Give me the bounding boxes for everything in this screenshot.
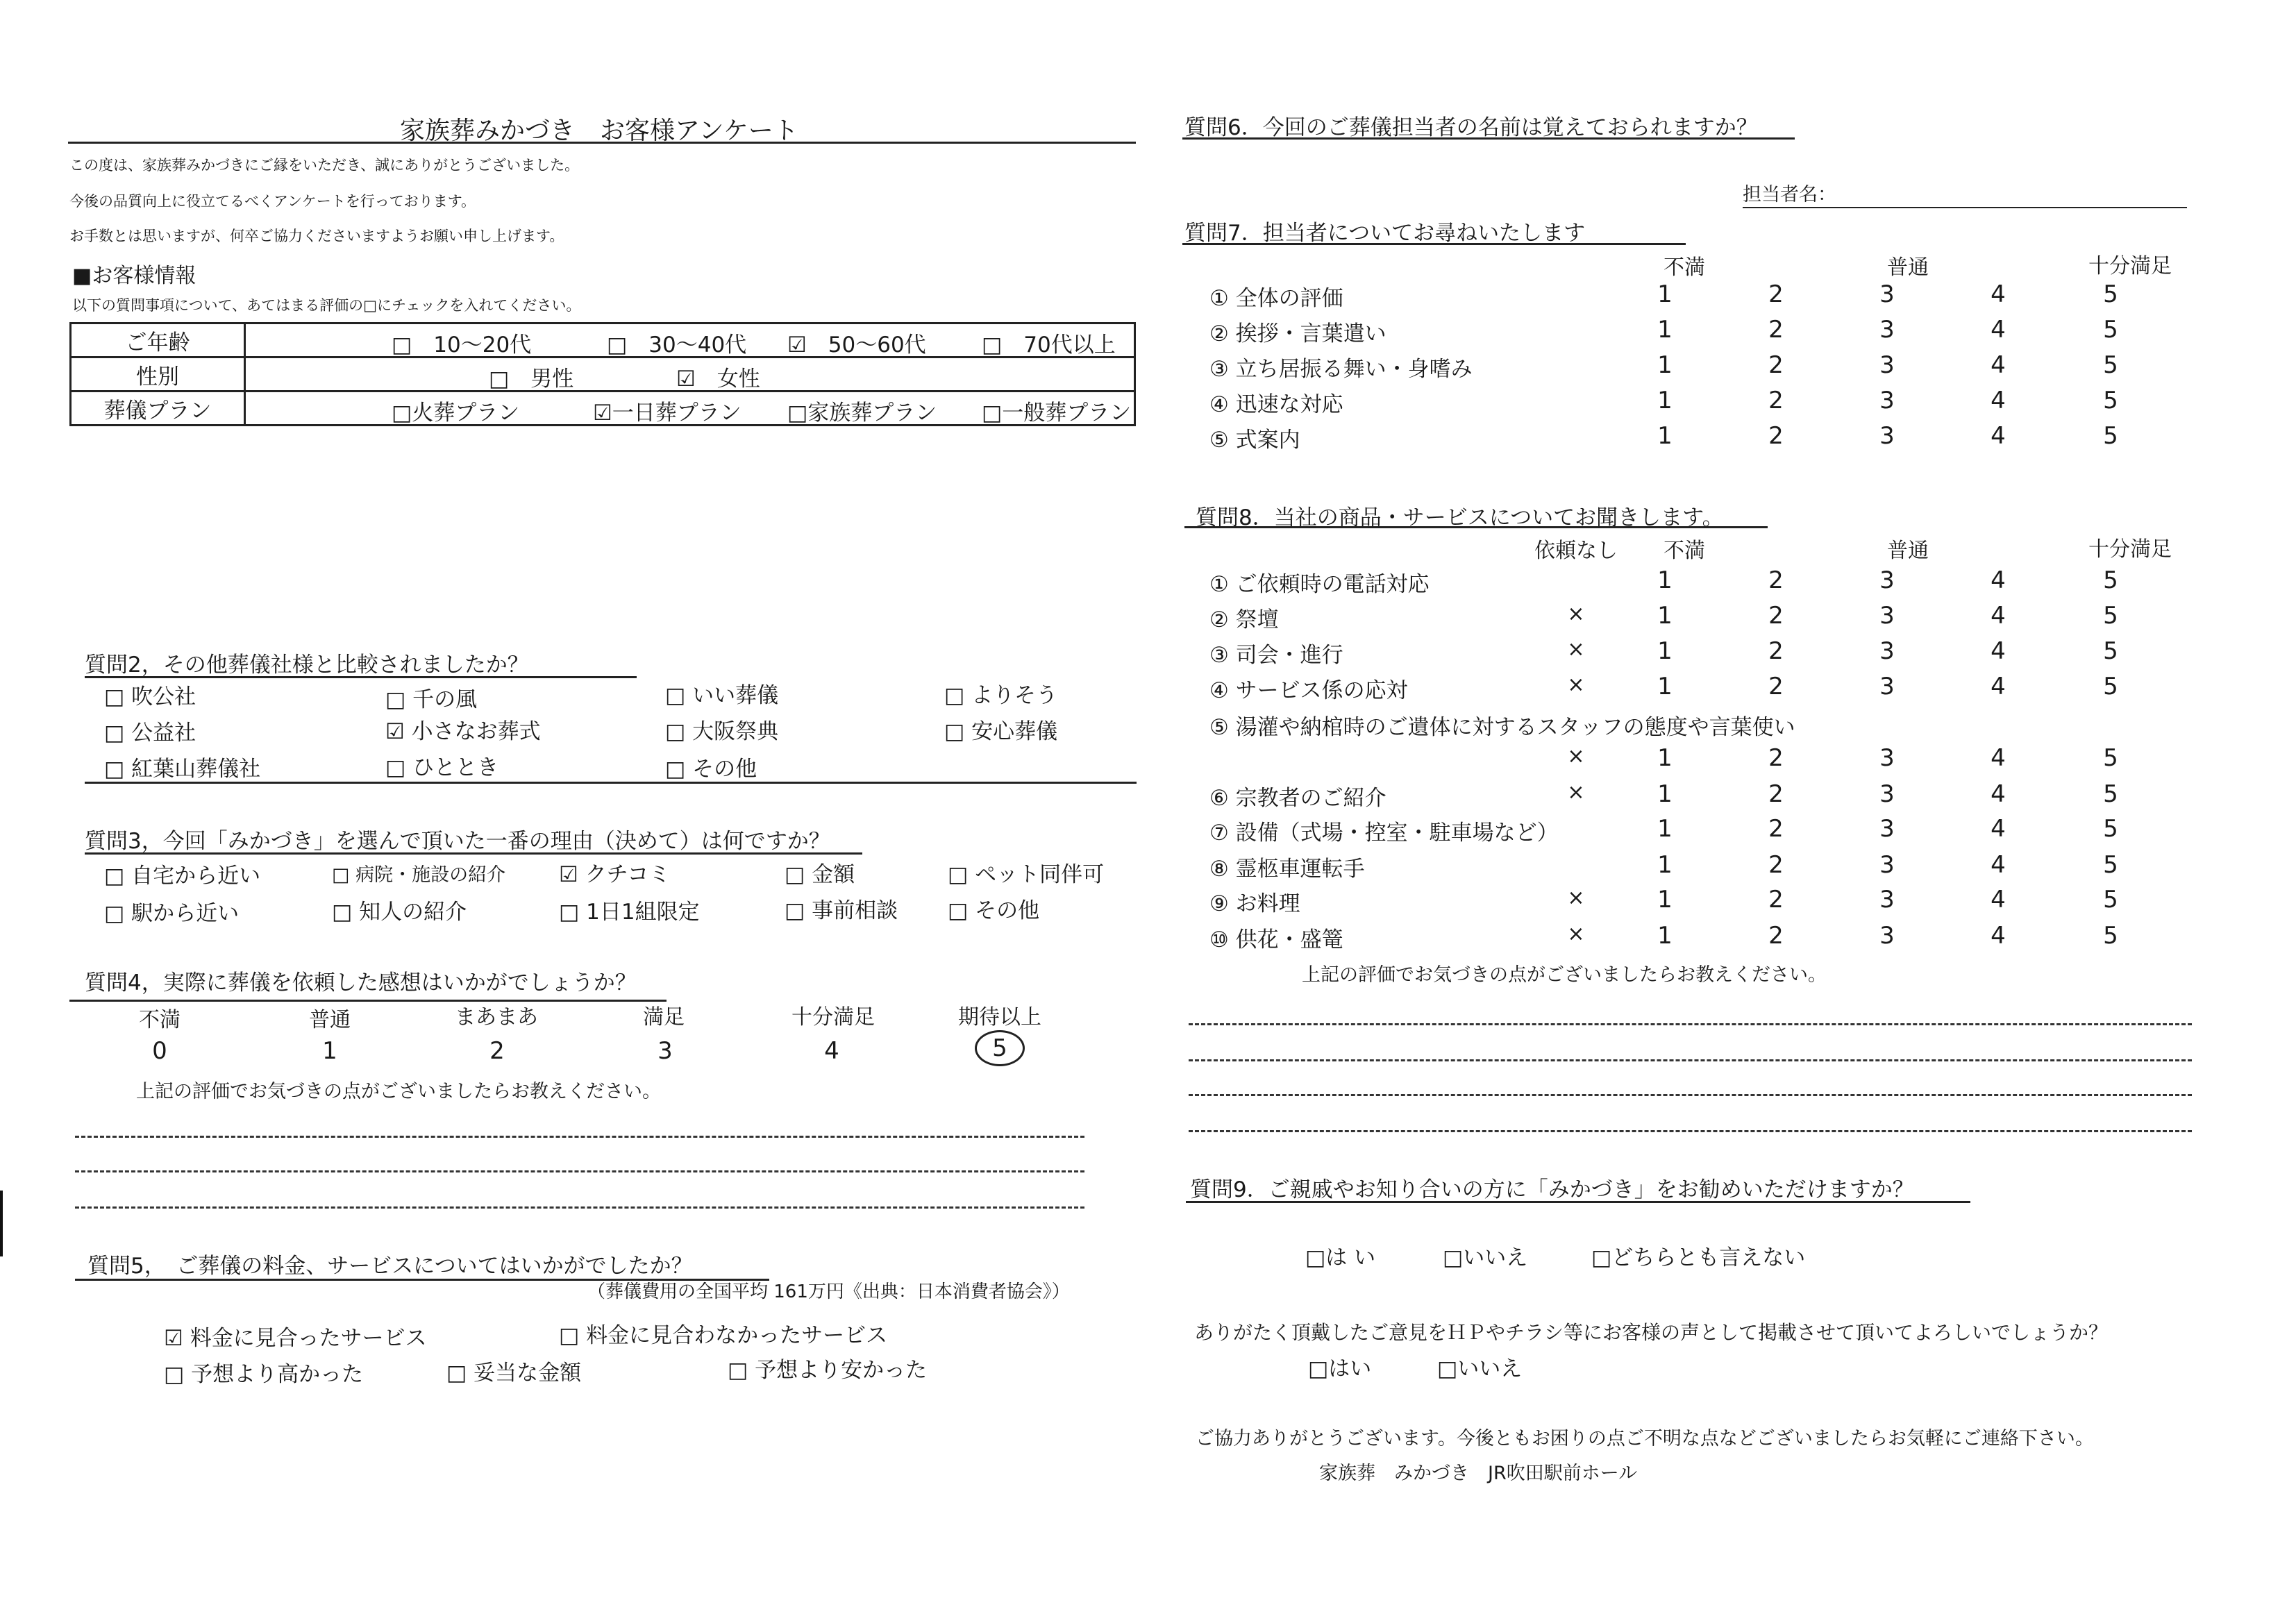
q5-option-1[interactable]: ☑ 料金に見合ったサービス [164, 1326, 427, 1351]
q4-value-0[interactable]: 0 [152, 1037, 167, 1065]
q5-option-4[interactable]: □ 妥当な金額 [446, 1361, 582, 1386]
q8-header-satisfied: 十分満足 [2088, 537, 2172, 562]
q7-underline [1182, 243, 1686, 245]
q2-underline [85, 676, 637, 678]
plan-label: 葬儀プラン [71, 392, 245, 426]
q8-score-2[interactable]: 2 [1768, 886, 1784, 914]
q7-score-5[interactable]: 5 [2103, 280, 2118, 308]
q8-score-1[interactable]: 1 [1657, 602, 1673, 630]
q8-comment-prompt: 上記の評価でお気づきの点がございましたらお教えください。 [1302, 964, 1827, 986]
q8-item-label: ① ご依頼時の電話対応 [1209, 572, 1430, 597]
title-underline [68, 142, 1136, 144]
q8-score-4[interactable]: 4 [1991, 566, 2006, 594]
q8-header-normal: 普通 [1887, 539, 1929, 563]
gender-label: 性別 [71, 358, 245, 392]
q2-option-10[interactable]: □ ひととき [385, 755, 499, 780]
q2-option-6[interactable]: ☑ 小さなお葬式 [385, 719, 541, 744]
q3-option-10[interactable]: □ その他 [948, 898, 1040, 923]
age-option-30-40[interactable]: □ 30～40代 [607, 333, 747, 358]
q2-bottom-rule [85, 782, 1137, 784]
q2-option-7[interactable]: □ 大阪祭典 [665, 719, 779, 744]
q8-score-5[interactable]: 5 [2103, 673, 2118, 700]
customer-info-heading: ■お客様情報 [72, 264, 196, 288]
q9-title: 質問9．ご親戚やお知り合いの方に「みかづき」をお勧めいただけますか？ [1190, 1177, 1914, 1202]
publish-question: ありがたく頂戴したご意見をＨＰやチラシ等にお客様の声として掲載させて頂いてよろしいでしょうか？ [1194, 1321, 2109, 1344]
q8-score-2[interactable]: 2 [1768, 780, 1784, 808]
q7-score-4[interactable]: 4 [1991, 387, 2006, 414]
q4-label-4: 十分満足 [791, 1005, 875, 1029]
q8-underline [1184, 526, 1768, 528]
q7-item-label: ② 挨拶・言葉遣い [1209, 321, 1386, 346]
q8-score-5[interactable]: 5 [2103, 744, 2118, 772]
q2-title: 質問2，その他葬儀社様と比較されましたか？ [85, 653, 529, 678]
q8-score-5[interactable]: 5 [2103, 815, 2118, 843]
q8-comment-line-4[interactable] [1189, 1130, 2192, 1132]
gender-option-male[interactable]: □ 男性 [489, 367, 574, 392]
q4-value-2[interactable]: 2 [489, 1037, 505, 1065]
margin-mark [0, 1191, 3, 1256]
plan-option-family[interactable]: □家族葬プラン [787, 401, 937, 426]
q8-score-1[interactable]: 1 [1657, 886, 1673, 914]
q7-item-label: ③ 立ち居振る舞い・身嗜み [1209, 357, 1473, 382]
q4-value-1[interactable]: 1 [322, 1037, 337, 1065]
q8-score-3[interactable]: 3 [1879, 744, 1895, 772]
q8-score-1[interactable]: 1 [1657, 673, 1673, 700]
q9-option-yes[interactable]: □は い [1305, 1245, 1376, 1270]
q9-option-neither[interactable]: □どちらとも言えない [1591, 1245, 1806, 1270]
q7-score-4[interactable]: 4 [1991, 422, 2006, 450]
q7-score-1[interactable]: 1 [1657, 316, 1673, 344]
q6-underline [1182, 137, 1795, 140]
q8-score-5[interactable]: 5 [2103, 566, 2118, 594]
q4-comment-line-2[interactable] [75, 1170, 1084, 1172]
q4-underline [69, 1000, 667, 1002]
q3-option-1[interactable]: □ 自宅から近い [104, 864, 261, 889]
q7-score-2[interactable]: 2 [1768, 387, 1784, 414]
q3-option-9[interactable]: □ 事前相談 [785, 898, 898, 923]
age-option-50-60[interactable]: ☑ 50～60代 [787, 333, 926, 358]
intro-line-1: この度は、家族葬みかづきにご縁をいただき、誠にありがとうございました。 [69, 157, 580, 174]
q4-value-3[interactable]: 3 [657, 1037, 673, 1065]
q8-score-3[interactable]: 3 [1879, 886, 1895, 914]
age-label: ご年齢 [71, 323, 245, 358]
q8-title: 質問8．当社の商品・サービスについてお聞きします。 [1196, 505, 1724, 530]
q6-name-field[interactable] [1743, 207, 2187, 208]
survey-title: 家族葬みかづき お客様アンケート [400, 117, 798, 145]
footer-signature: 家族葬 みかづき JR吹田駅前ホール [1319, 1463, 1638, 1484]
q7-item-label: ① 全体の評価 [1209, 286, 1343, 311]
q8-score-3[interactable]: 3 [1879, 780, 1895, 808]
q8-item-label: ⑤ 湯灌や納棺時のご遺体に対するスタッフの態度や言葉使い [1209, 715, 1795, 740]
q8-score-2[interactable]: 2 [1768, 602, 1784, 630]
q7-score-5[interactable]: 5 [2103, 316, 2118, 344]
q3-underline [85, 852, 862, 855]
q8-score-3[interactable]: 3 [1879, 922, 1895, 950]
q8-score-5[interactable]: 5 [2103, 851, 2118, 879]
q8-score-4[interactable]: 4 [1991, 673, 2006, 700]
q2-option-4[interactable]: □ よりそう [944, 683, 1058, 708]
q8-none-mark[interactable]: × [1567, 886, 1585, 910]
q4-label-5: 期待以上 [958, 1005, 1041, 1029]
q8-none-mark[interactable]: × [1567, 673, 1585, 697]
q4-selected-circle: 5 [975, 1030, 1025, 1066]
q4-comment-line-3[interactable] [75, 1206, 1084, 1209]
gender-option-female[interactable]: ☑ 女性 [676, 367, 760, 392]
q8-score-4[interactable]: 4 [1991, 744, 2006, 772]
q7-score-1[interactable]: 1 [1657, 387, 1673, 414]
q2-option-8[interactable]: □ 安心葬儀 [944, 719, 1058, 744]
q8-score-5[interactable]: 5 [2103, 886, 2118, 914]
q2-option-2[interactable]: □ 千の風 [385, 687, 478, 712]
q8-item-label: ⑥ 宗教者のご紹介 [1209, 786, 1386, 811]
q3-option-2[interactable]: □ 病院・施設の紹介 [332, 864, 506, 886]
q3-title: 質問3，今回「みかづき」を選んで頂いた一番の理由（決めて）は何ですか？ [85, 829, 830, 854]
q8-score-4[interactable]: 4 [1991, 815, 2006, 843]
gender-row [71, 358, 1135, 392]
q9-underline [1186, 1201, 1970, 1203]
q7-header-dissatisfied: 不満 [1664, 255, 1705, 280]
q7-score-5[interactable]: 5 [2103, 422, 2118, 450]
age-option-10-20[interactable]: □ 10～20代 [392, 333, 532, 358]
q8-score-2[interactable]: 2 [1768, 922, 1784, 950]
q8-score-2[interactable]: 2 [1768, 744, 1784, 772]
q7-title: 質問7．担当者についてお尋ねいたします [1184, 221, 1586, 246]
q6-name-label: 担当者名： [1743, 184, 1836, 205]
age-row [71, 323, 1135, 358]
footer-thanks: ご協力ありがとうございます。今後ともお困りの点ご不明な点などございましたらお気軽にご連絡下さい。 [1196, 1428, 2094, 1449]
q7-header-satisfied: 十分満足 [2088, 254, 2172, 278]
q8-score-3[interactable]: 3 [1879, 851, 1895, 879]
q8-score-3[interactable]: 3 [1879, 566, 1895, 594]
q8-score-5[interactable]: 5 [2103, 780, 2118, 808]
intro-line-2: 今後の品質向上に役立てるべくアンケートを行っております。 [69, 193, 476, 210]
q8-score-3[interactable]: 3 [1879, 637, 1895, 665]
q8-score-1[interactable]: 1 [1657, 851, 1673, 879]
q6-title: 質問6．今回のご葬儀担当者の名前は覚えておられますか？ [1184, 115, 1758, 140]
q8-item-label: ⑩ 供花・盛篭 [1209, 927, 1343, 952]
q4-title: 質問4，実際に葬儀を依頼した感想はいかがでしょうか？ [85, 970, 637, 995]
q8-score-4[interactable]: 4 [1991, 922, 2006, 950]
q8-score-2[interactable]: 2 [1768, 673, 1784, 700]
q7-header-normal: 普通 [1887, 255, 1929, 280]
q7-score-2[interactable]: 2 [1768, 316, 1784, 344]
q3-option-8[interactable]: □ 1日1組限定 [559, 900, 700, 925]
q8-score-2[interactable]: 2 [1768, 851, 1784, 879]
q4-label-1: 普通 [309, 1008, 351, 1032]
q2-option-11[interactable]: □ その他 [665, 757, 757, 782]
q8-item-label: ⑦ 設備（式場・控室・駐車場など） [1209, 821, 1559, 846]
q8-score-1[interactable]: 1 [1657, 922, 1673, 950]
q3-option-7[interactable]: □ 知人の紹介 [332, 900, 467, 925]
q8-none-mark[interactable]: × [1567, 637, 1585, 662]
q8-score-4[interactable]: 4 [1991, 851, 2006, 879]
q8-item-label: ⑧ 霊柩車運転手 [1209, 857, 1365, 882]
q8-score-4[interactable]: 4 [1991, 602, 2006, 630]
q8-score-5[interactable]: 5 [2103, 922, 2118, 950]
q7-score-4[interactable]: 4 [1991, 351, 2006, 379]
q8-none-mark[interactable]: × [1567, 602, 1585, 626]
q8-score-1[interactable]: 1 [1657, 637, 1673, 665]
q7-score-3[interactable]: 3 [1879, 316, 1895, 344]
q8-score-1[interactable]: 1 [1657, 815, 1673, 843]
q2-option-9[interactable]: □ 紅葉山葬儀社 [104, 757, 261, 782]
q3-option-3[interactable]: ☑ クチコミ [559, 862, 671, 887]
q8-header-none: 依頼なし [1534, 539, 1618, 563]
plan-row [71, 392, 1135, 426]
customer-info-table [69, 322, 1136, 426]
publish-option-no[interactable]: □いいえ [1437, 1356, 1523, 1381]
q8-score-5[interactable]: 5 [2103, 637, 2118, 665]
q7-score-1[interactable]: 1 [1657, 422, 1673, 450]
q9-option-no[interactable]: □いいえ [1443, 1245, 1528, 1270]
q8-comment-line-2[interactable] [1189, 1059, 2192, 1061]
q8-score-4[interactable]: 4 [1991, 780, 2006, 808]
q7-score-3[interactable]: 3 [1879, 351, 1895, 379]
q7-score-4[interactable]: 4 [1991, 316, 2006, 344]
q5-option-5[interactable]: □ 予想より安かった [728, 1358, 928, 1383]
q7-score-4[interactable]: 4 [1991, 280, 2006, 308]
age-option-70-plus[interactable]: □ 70代以上 [982, 333, 1116, 358]
q2-option-3[interactable]: □ いい葬儀 [665, 683, 779, 708]
q8-item-label: ③ 司会・進行 [1209, 643, 1343, 668]
q8-score-2[interactable]: 2 [1768, 637, 1784, 665]
q3-option-4[interactable]: □ 金額 [785, 862, 855, 887]
plan-option-one-day[interactable]: ☑一日葬プラン [593, 401, 741, 426]
q7-item-label: ⑤ 式案内 [1209, 428, 1300, 453]
q8-score-1[interactable]: 1 [1657, 780, 1673, 808]
q7-score-2[interactable]: 2 [1768, 422, 1784, 450]
q5-option-3[interactable]: □ 予想より高かった [164, 1362, 364, 1387]
q4-comment-line-1[interactable] [75, 1136, 1084, 1138]
q8-score-5[interactable]: 5 [2103, 602, 2118, 630]
q8-score-2[interactable]: 2 [1768, 815, 1784, 843]
q8-none-mark[interactable]: × [1567, 780, 1585, 805]
q7-score-3[interactable]: 3 [1879, 422, 1895, 450]
q8-score-4[interactable]: 4 [1991, 886, 2006, 914]
q4-value-4[interactable]: 4 [824, 1037, 839, 1065]
q8-item-label: ④ サービス係の応対 [1209, 678, 1408, 703]
q5-option-2[interactable]: □ 料金に見合わなかったサービス [559, 1323, 888, 1348]
plan-option-cremation[interactable]: □火葬プラン [392, 401, 520, 426]
q8-item-label: ⑨ お料理 [1209, 891, 1300, 916]
q8-score-3[interactable]: 3 [1879, 673, 1895, 700]
q8-score-2[interactable]: 2 [1768, 566, 1784, 594]
q7-score-3[interactable]: 3 [1879, 280, 1895, 308]
q8-header-dissatisfied: 不満 [1664, 539, 1705, 563]
q8-score-1[interactable]: 1 [1657, 566, 1673, 594]
q3-option-6[interactable]: □ 駅から近い [104, 901, 240, 926]
q8-score-4[interactable]: 4 [1991, 637, 2006, 665]
intro-line-3: お手数とは思いますが、何卒ご協力くださいますようお願い申し上げます。 [69, 228, 564, 244]
q7-score-3[interactable]: 3 [1879, 387, 1895, 414]
q7-score-2[interactable]: 2 [1768, 351, 1784, 379]
q8-score-1[interactable]: 1 [1657, 744, 1673, 772]
q8-score-3[interactable]: 3 [1879, 602, 1895, 630]
publish-option-yes[interactable]: □はい [1308, 1356, 1372, 1381]
q8-item-label: ② 祭壇 [1209, 607, 1279, 632]
q4-label-3: 満足 [643, 1005, 685, 1029]
q4-label-0: 不満 [139, 1008, 181, 1032]
q7-score-5[interactable]: 5 [2103, 387, 2118, 414]
q8-comment-line-1[interactable] [1189, 1023, 2192, 1025]
q4-comment-prompt: 上記の評価でお気づきの点がございましたらお教えください。 [136, 1081, 661, 1102]
q5-note: （葬儀費用の全国平均 161万円《出典：日本消費者協会》） [587, 1281, 1070, 1302]
q8-comment-line-3[interactable] [1189, 1094, 2192, 1096]
q7-score-5[interactable]: 5 [2103, 351, 2118, 379]
plan-option-general[interactable]: □一般葬プラン [982, 401, 1132, 426]
q7-score-1[interactable]: 1 [1657, 351, 1673, 379]
customer-info-instruction: 以下の質問事項について、あてはまる評価の□にチェックを入れてください。 [72, 297, 581, 314]
q2-option-5[interactable]: □ 公益社 [104, 721, 196, 746]
q8-none-mark[interactable]: × [1567, 922, 1585, 946]
q4-label-2: まあまあ [455, 1005, 538, 1029]
q2-option-1[interactable]: □ 吹公社 [104, 684, 196, 709]
q7-score-1[interactable]: 1 [1657, 280, 1673, 308]
q4-value-5-selected[interactable] [975, 1030, 1025, 1066]
q3-option-5[interactable]: □ ペット同伴可 [948, 862, 1105, 887]
q8-none-mark[interactable]: × [1567, 744, 1585, 768]
q5-title: 質問5， ご葬儀の料金、サービスについてはいかがでしたか？ [87, 1254, 693, 1279]
q7-item-label: ④ 迅速な対応 [1209, 392, 1343, 417]
q8-score-3[interactable]: 3 [1879, 815, 1895, 843]
q7-score-2[interactable]: 2 [1768, 280, 1784, 308]
